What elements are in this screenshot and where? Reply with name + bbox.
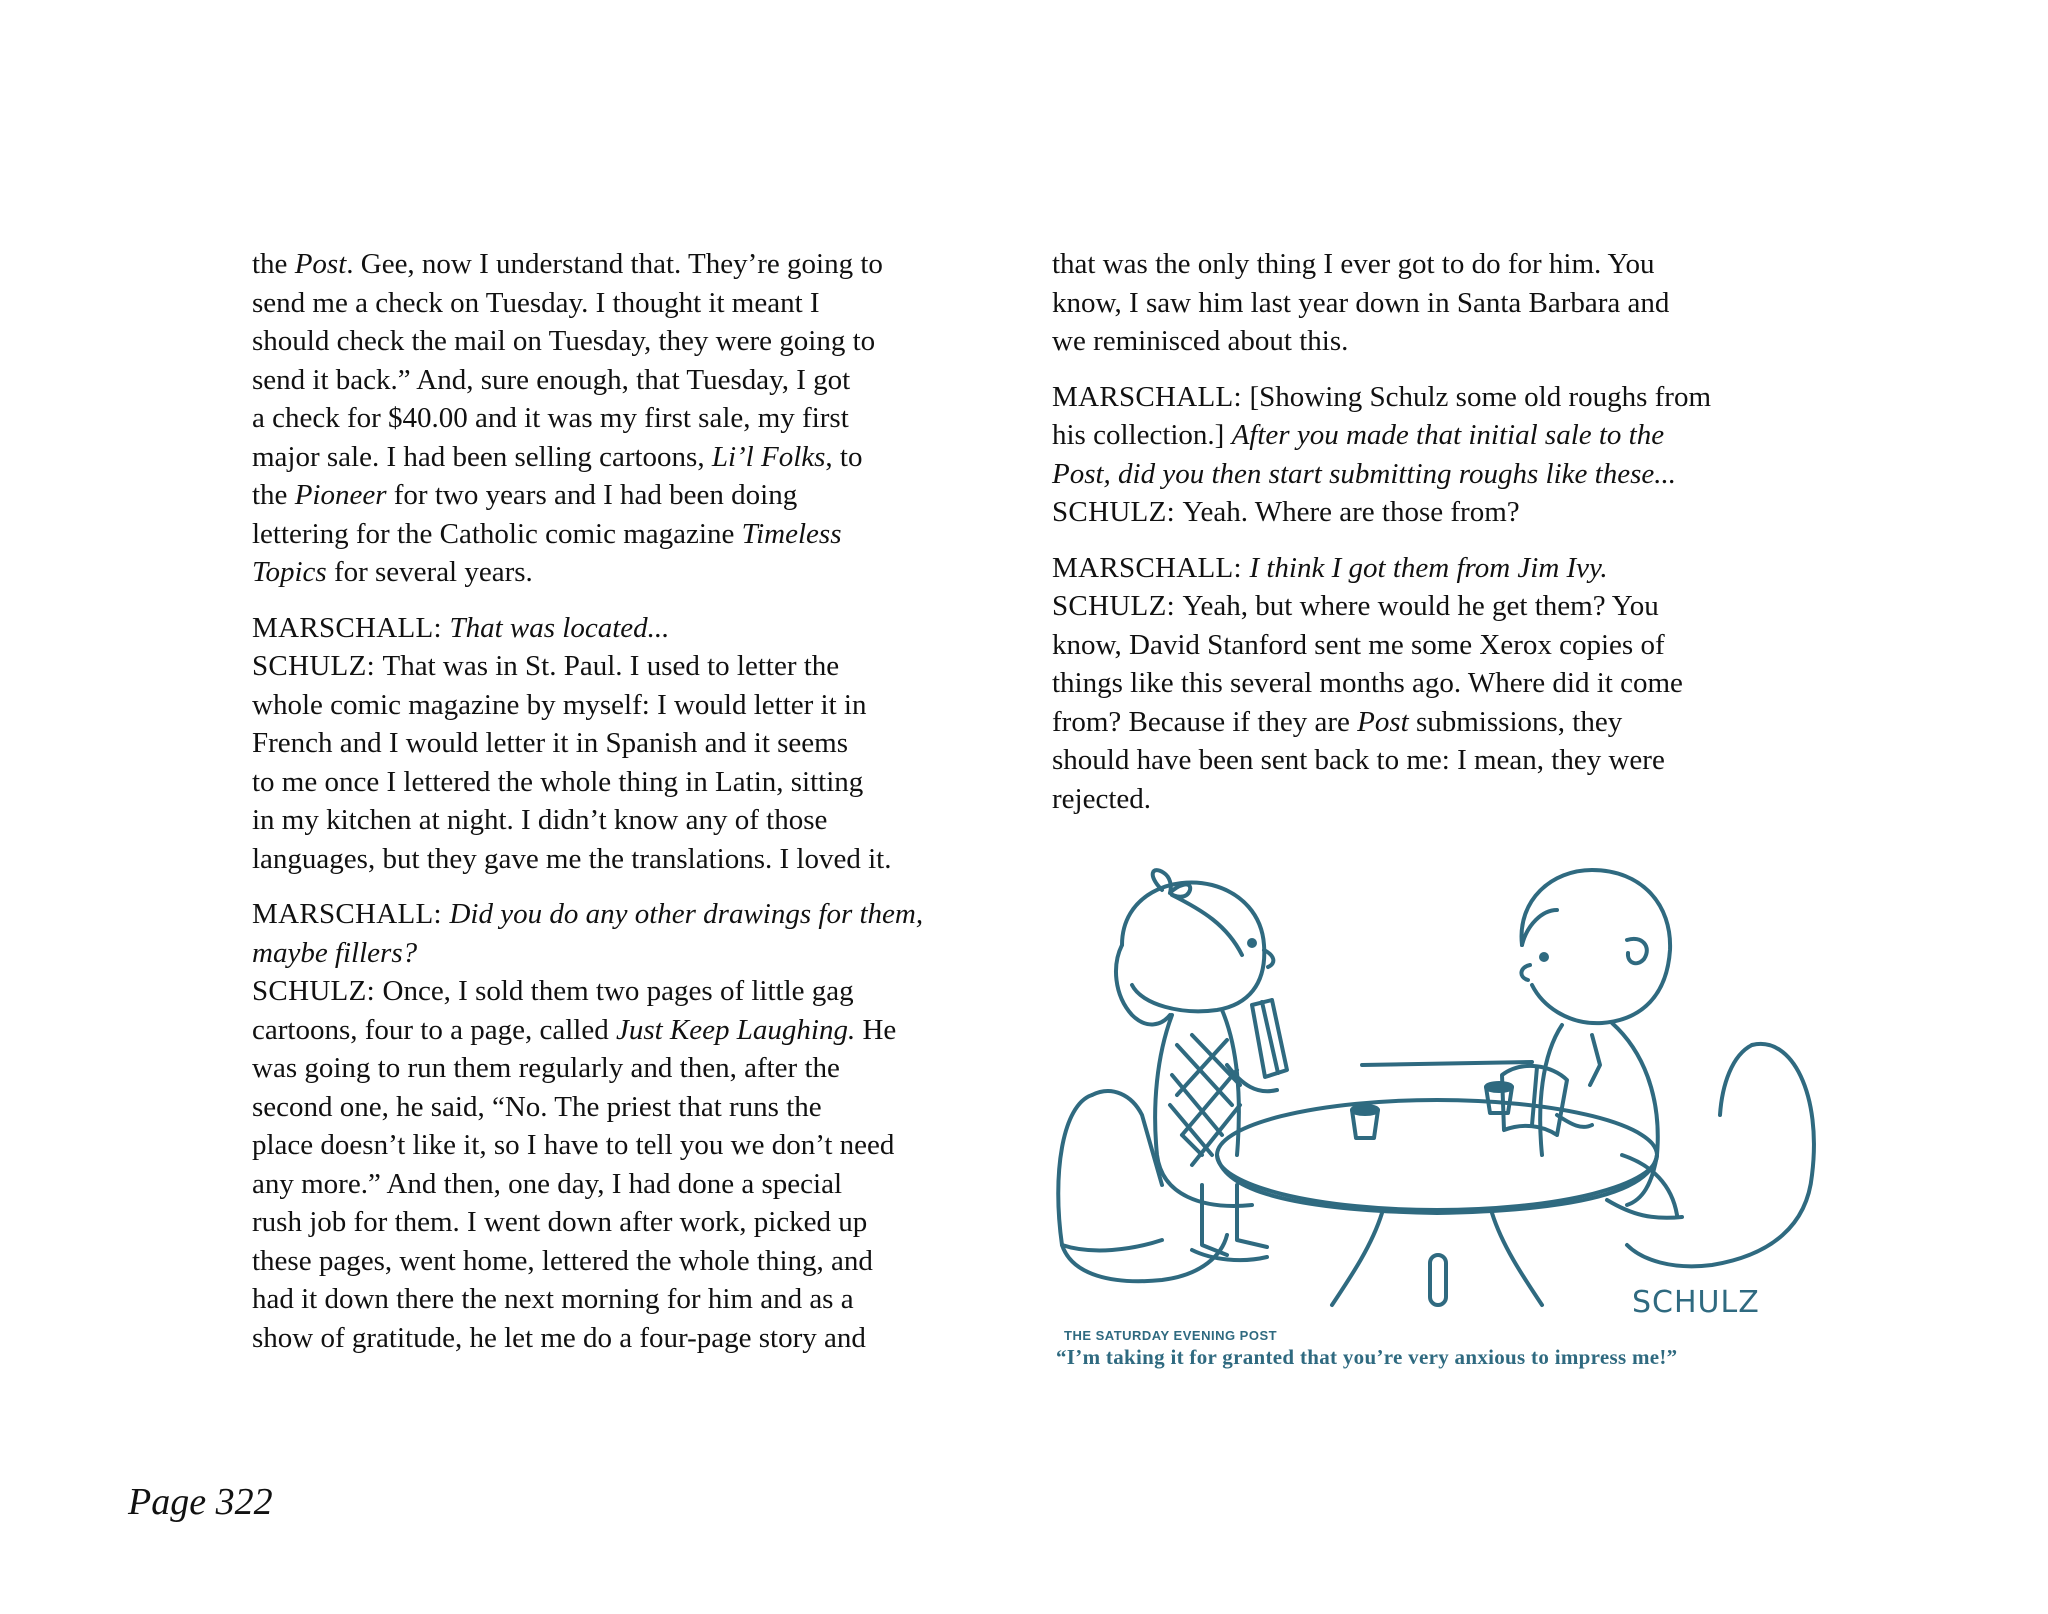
text-line — [252, 934, 1012, 973]
text-run: send it back.” And, sure enough, that Tuesday, I got — [252, 363, 851, 396]
text-run: the — [252, 479, 295, 511]
text-line — [252, 322, 1012, 361]
text-run: we reminisced about this. — [1052, 325, 1349, 357]
text-run: place doesn’t like it, so I have to tell you we don’t need — [252, 1129, 895, 1161]
text-run: languages, but they gave me the translations. I loved it. — [252, 842, 892, 875]
paragraph — [1052, 549, 1812, 819]
speaker-name: MARSCHALL: — [1052, 380, 1250, 413]
text-line — [252, 1088, 1012, 1127]
text-run: After you made that initial sale to the — [1231, 419, 1665, 451]
text-line — [252, 609, 1012, 648]
text-line — [252, 476, 1012, 515]
text-run: for two years and I had been doing — [386, 479, 798, 511]
text-run: send me a check on Tuesday. I thought it meant I — [252, 286, 820, 319]
speaker-name: MARSCHALL: — [1052, 551, 1250, 584]
text-run: lettering for the Catholic comic magazine — [252, 517, 742, 550]
text-run: had it down there the next morning for him and as a — [252, 1283, 854, 1315]
text-run: a check for $40.00 and it was my first sale, my first — [252, 402, 849, 434]
text-line — [252, 245, 1012, 284]
speaker-name: SCHULZ: — [252, 975, 383, 1007]
text-run: Post, did you then start submitting roughs like these... — [1052, 457, 1676, 490]
text-run: maybe fillers? — [252, 936, 418, 969]
text-run: . Gee, now I understand that. They’re going to — [346, 248, 883, 280]
text-line — [1052, 284, 1812, 323]
paragraph — [252, 895, 1012, 1357]
speaker-name: SCHULZ: — [252, 650, 383, 682]
text-run: rush job for them. I went down after work, picked up — [252, 1206, 868, 1238]
text-run: for several years. — [326, 556, 533, 588]
page-number: Page 322 — [128, 1481, 273, 1523]
text-run: That was located... — [449, 611, 670, 644]
speaker-name: MARSCHALL: — [252, 611, 450, 644]
text-run: , to — [825, 440, 863, 473]
text-run: that was the only thing I ever got to do for him. You — [1052, 248, 1655, 280]
caption-source: THE SATURDAY EVENING POST — [1064, 1328, 1278, 1343]
text-run: show of gratitude, he let me do a four-page story and — [252, 1321, 866, 1354]
text-run: Did you do any other drawings for them, — [449, 898, 924, 930]
text-line — [1052, 455, 1812, 494]
text-run: should have been sent back to me: I mean, they were — [1052, 744, 1665, 776]
text-line — [252, 647, 1012, 686]
text-run: know, I saw him last year down in Santa Barbara and — [1052, 286, 1670, 319]
text-line — [1052, 626, 1812, 665]
text-line — [1052, 378, 1812, 417]
text-line — [252, 840, 1012, 879]
right-text-column — [1052, 245, 1812, 835]
text-line — [252, 1126, 1012, 1165]
text-line — [252, 515, 1012, 554]
text-line — [1052, 780, 1812, 819]
text-run: submissions, they — [1408, 705, 1623, 738]
text-run: He — [855, 1013, 897, 1046]
text-line — [252, 438, 1012, 477]
text-line — [1052, 549, 1812, 588]
paragraph — [252, 245, 1012, 592]
text-line — [252, 801, 1012, 840]
text-line — [252, 553, 1012, 592]
text-run: Topics — [252, 556, 327, 588]
text-run: second one, he said, “No. The priest that runs the — [252, 1090, 822, 1123]
text-run: should check the mail on Tuesday, they were going to — [252, 325, 876, 357]
text-line — [252, 1165, 1012, 1204]
cartoon-illustration — [1052, 855, 1822, 1385]
text-run: these pages, went home, lettered the whole thing, and — [252, 1244, 873, 1277]
text-line — [1052, 703, 1812, 742]
text-run: the — [252, 248, 295, 280]
text-line — [252, 399, 1012, 438]
text-run: Yeah. Where are those from? — [1182, 496, 1520, 528]
text-line — [252, 1319, 1012, 1358]
text-run: Once, I sold them two pages of little gag — [382, 975, 854, 1007]
cartoon-drawing — [1052, 855, 1822, 1325]
text-run: major sale. I had been selling cartoons, — [252, 440, 712, 473]
text-run: whole comic magazine by myself: I would letter it in — [252, 688, 867, 721]
text-run: French and I would letter it in Spanish and it seems — [252, 727, 849, 759]
left-text-column — [252, 245, 1012, 1374]
text-run: I think I got them from Jim Ivy. — [1249, 551, 1608, 584]
text-line — [1052, 741, 1812, 780]
text-run: Timeless — [741, 517, 842, 550]
text-run: Post — [1357, 705, 1409, 738]
text-line — [252, 1242, 1012, 1281]
text-run: Just Keep Laughing. — [615, 1013, 856, 1046]
text-line — [252, 686, 1012, 725]
cartoon-caption: “I’m taking it for granted that you’re very anxious to impress me!” — [1056, 1345, 1678, 1369]
text-run: any more.” And then, one day, I had done a special — [252, 1167, 842, 1200]
speaker-name: SCHULZ: — [1052, 496, 1183, 528]
text-run: from? Because if they are — [1052, 705, 1358, 738]
text-line — [1052, 322, 1812, 361]
text-run: in my kitchen at night. I didn’t know any of those — [252, 804, 828, 836]
text-line — [1052, 245, 1812, 284]
paragraph — [252, 609, 1012, 879]
text-run: to me once I lettered the whole thing in Latin, sitting — [252, 765, 864, 798]
text-run: Pioneer — [294, 479, 387, 511]
text-run: rejected. — [1052, 782, 1152, 815]
speaker-name: SCHULZ: — [1052, 590, 1183, 622]
text-run: Yeah, but where would he get them? You — [1182, 590, 1659, 622]
text-line — [252, 1049, 1012, 1088]
paragraph — [1052, 378, 1812, 532]
paragraph — [1052, 245, 1812, 361]
text-line — [252, 895, 1012, 934]
text-run: Li’l Folks — [711, 440, 826, 473]
text-line — [1052, 587, 1812, 626]
text-run: Post — [294, 248, 347, 280]
text-line — [1052, 664, 1812, 703]
text-line — [252, 1280, 1012, 1319]
text-line — [252, 724, 1012, 763]
text-run: was going to run them regularly and then, after the — [252, 1052, 840, 1084]
text-run: his collection.] — [1052, 419, 1232, 451]
text-line — [252, 284, 1012, 323]
cartoonist-signature: SCHULZ — [1632, 1285, 1760, 1320]
text-run: cartoons, four to a page, called — [252, 1013, 616, 1046]
text-line — [252, 361, 1012, 400]
text-run: know, David Stanford sent me some Xerox copies of — [1052, 628, 1665, 661]
text-run: [Showing Schulz some old roughs from — [1249, 380, 1712, 413]
text-run: That was in St. Paul. I used to letter the — [382, 650, 840, 682]
text-run: things like this several months ago. Where did it come — [1052, 667, 1683, 699]
text-line — [1052, 493, 1812, 532]
text-line — [252, 1011, 1012, 1050]
text-line — [252, 763, 1012, 802]
speaker-name: MARSCHALL: — [252, 898, 450, 930]
text-line — [252, 1203, 1012, 1242]
text-line — [1052, 416, 1812, 455]
text-line — [252, 972, 1012, 1011]
